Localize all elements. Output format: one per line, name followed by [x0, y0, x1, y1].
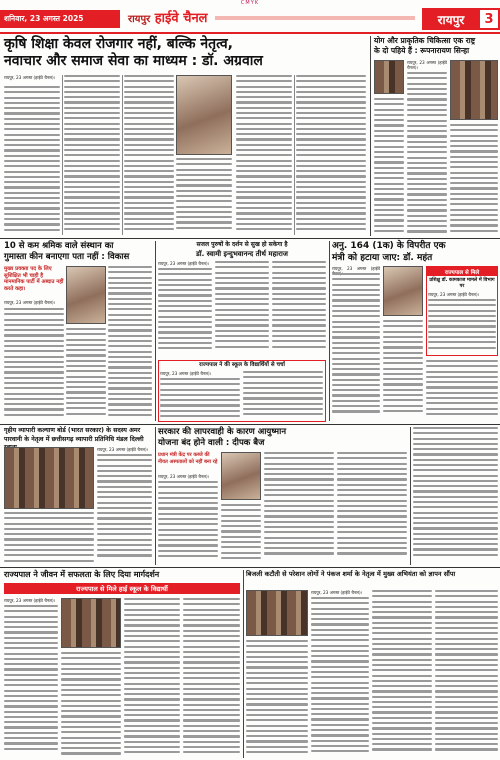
mahant-headline: [332, 241, 498, 264]
ayushman-headline-line-2: योजना बंद होने वाली : दीपक बैज: [158, 438, 265, 448]
ayushman-subhead: प्रधान मंत्री केंद्र पर कब्जे की नीयत अस्पतालों को नहीं बना रहे: [158, 452, 218, 465]
brand-name: हाईवे चैनल: [154, 11, 208, 26]
bottom-right-photo: [246, 590, 308, 636]
workers-body-col-1: [4, 308, 64, 421]
bottom-left-photo: [61, 598, 121, 648]
mahant-headline-line-1: अनु. 164 (1क) के विपरीत एक: [332, 241, 446, 251]
workers-body-col-2: [108, 266, 152, 421]
rajyapal-box-title: राज्यपाल से मिले: [427, 267, 497, 276]
bottom-right-body-col-2: [311, 597, 369, 758]
workers-headline-line-2: गुमास्ता कीन बनाएगा पता नहीं : विकास: [4, 252, 130, 262]
lead-dateline: रायपुर, 23 अगस्त (हाईवे चैनल)।: [4, 75, 56, 80]
bottom-right-body-col-4: [435, 590, 498, 758]
bottom-right-body-col-3: [372, 590, 432, 758]
yoga-photo-small: [374, 60, 404, 94]
traders-headline-line-2: पारवानी के नेतृत्व में छत्तीसगढ़ व्यापारी प्रतिनिधि मंडल दिल्ली: [4, 435, 144, 443]
horizontal-rule: [0, 424, 500, 425]
date-text: शनिवार, 23 अगस्त 2025: [4, 14, 84, 23]
rajyapal-box-body: [428, 299, 496, 354]
ayushman-body-col-2: [221, 504, 261, 564]
lead-body-col-2: [64, 75, 120, 235]
bottom-left-dateline: रायपुर, 23 अगस्त (हाईवे चैनल)।: [4, 598, 56, 603]
lead-headline: [4, 36, 369, 70]
bottom-left-body-col-4: [183, 598, 240, 758]
lead-body-col-5: [236, 75, 292, 235]
ayushman-headline-line-1: सरकार की लापरवाही के कारण आयुष्मान: [158, 427, 287, 437]
section-divider: [243, 570, 244, 758]
sanatan-body-col-2: [215, 261, 269, 356]
horizontal-rule: [0, 567, 500, 568]
cmyk-marker: CMYK: [240, 0, 260, 6]
ayushman-photo: [221, 452, 261, 500]
lead-headline-line-1: कृषि शिक्षा केवल रोजगार नहीं, बल्कि नेतृत्व,: [4, 36, 233, 52]
traders-dateline: रायपुर, 23 अगस्त (हाईवे चैनल)।: [97, 447, 149, 452]
side-column-body: [413, 427, 498, 564]
lead-photo-speaker: [176, 75, 232, 155]
mahant-photo: [383, 266, 423, 316]
ayushman-headline: [158, 427, 408, 449]
sanatan-body-col-3: [272, 261, 326, 356]
traders-headline-line-1: गृहीय व्यापारी कल्याण बोर्ड (भारत सरकार) के सदस्य अमर: [4, 427, 141, 434]
brand-city: रायपुर: [128, 14, 151, 25]
lead-body-col-4: [176, 158, 232, 236]
workers-subhead: मुख्य प्रवक्ता पद के लिए सुशिक्षित भी चाही है मानमानिक पार्टी में अब्दाउ नहीं करते कहा।: [4, 266, 64, 292]
yoga-body-col-2: [450, 124, 498, 236]
workers-headline: [4, 241, 152, 263]
school-box-body-1: [160, 378, 240, 420]
bottom-left-body-col-2: [61, 652, 121, 758]
mahant-dateline: रायपुर, 23 अगस्त (हाईवे: [332, 266, 380, 271]
yoga-headline: [374, 36, 498, 56]
rajyapal-box-subtitle: प्रशिक्षु डॉ. कामकाज मामले में विभाग पर: [429, 278, 495, 289]
ayushman-body-col-4: [337, 452, 407, 564]
yoga-body-col-1: [407, 72, 447, 236]
bottom-left-body-col-1: [4, 605, 58, 758]
yoga-body-col-0: [374, 98, 404, 236]
sanatan-body-col-1: [158, 268, 212, 356]
lead-body-col-6: [296, 75, 366, 235]
section-divider: [329, 241, 330, 421]
section-divider: [370, 36, 371, 236]
workers-body-col-1b: [66, 328, 106, 421]
school-box-dateline: रायपुर, 23 अगस्त (हाईवे चैनल)।: [160, 371, 212, 376]
column-rule: [122, 75, 123, 235]
yoga-dateline: रायपुर, 23 अगस्त (हाईवे चैनल)।: [407, 60, 447, 71]
mahant-headline-line-2: मंत्री को हटाया जाए: डॉ. महंत: [332, 252, 433, 263]
traders-body-col-1: [4, 512, 94, 564]
bottom-right-body-col-1: [246, 640, 308, 758]
bottom-right-headline: बिजली कटौती से परेशान लोगों ने पंकज शर्मा के नेतृत्व में मुख्य अभियंता को ज्ञापन सौंपा: [246, 570, 456, 578]
bottom-left-headline: राज्यपाल ने जीवन में सफलता के लिए दिया मार्गदर्शन: [4, 570, 160, 579]
bottom-left-banner: राज्यपाल से मिले हाई स्कूल के विद्यार्थी: [4, 583, 240, 594]
column-rule: [294, 75, 295, 235]
yoga-headline-line-1: योग और प्राकृतिक चिकित्सा एक राष्ट्र: [374, 36, 476, 45]
sanatan-subhead: डॉ. स्वामी इन्दुभवानन्द तीर्थ महाराज: [196, 250, 288, 258]
ayushman-body-col-1: [158, 481, 218, 564]
masthead-strip: [215, 16, 415, 20]
yoga-headline-line-2: के दो पहिये हैं : रूपनारायण सिन्हा: [374, 46, 470, 55]
school-box-body-2: [243, 371, 323, 420]
lead-body-col-1: [4, 86, 60, 236]
bottom-right-dateline: रायपुर, 23 अगस्त (हाईवे चैनल)।: [311, 590, 363, 595]
yoga-photo-group: [450, 60, 498, 120]
workers-headline-line-1: 10 से कम श्रमिक वाले संस्थान का: [4, 241, 114, 251]
masthead-underline: [0, 32, 500, 34]
column-rule: [62, 75, 63, 235]
section-divider: [155, 241, 156, 421]
section-divider: [410, 427, 411, 565]
mahant-body-col-3: [426, 360, 498, 421]
section-divider: [155, 427, 156, 565]
workers-photo: [66, 266, 106, 324]
brand-logo: [128, 8, 207, 26]
sanatan-dateline: रायपुर, 23 अगस्त (हाईवे चैनल)।: [158, 261, 210, 266]
page-number: 3: [480, 10, 498, 28]
bottom-left-body-col-3: [124, 598, 180, 758]
ayushman-body-col-3: [264, 452, 334, 564]
mahant-body-col-1: [332, 273, 380, 421]
sanatan-headline: सजल पुरुषों के दर्शन से सुख हो सकेगा है: [196, 241, 288, 248]
mahant-body-col-2: [383, 320, 423, 421]
traders-body-col-2: [97, 454, 152, 564]
rajyapal-box-dateline: रायपुर, 23 अगस्त (हाईवे चैनल)।: [428, 292, 480, 297]
section-name: रायपुर: [437, 12, 465, 27]
masthead: [0, 6, 500, 32]
workers-dateline: रायपुर, 23 अगस्त (हाईवे चैनल)।: [4, 300, 56, 305]
lead-headline-line-2: नवाचार और समाज सेवा का माध्यम : डॉ. अग्रवाल: [4, 53, 263, 69]
traders-photo: [4, 447, 94, 509]
ayushman-dateline: रायपुर, 23 अगस्त (हाईवे चैनल)।: [158, 474, 210, 479]
horizontal-rule: [0, 238, 500, 239]
section-tag: [422, 8, 500, 30]
date-line: [0, 10, 120, 28]
lead-body-col-3: [124, 75, 174, 235]
school-box-headline: राज्यपाल ने की स्कूल के विद्यार्थियों से चर्चा: [199, 362, 285, 368]
